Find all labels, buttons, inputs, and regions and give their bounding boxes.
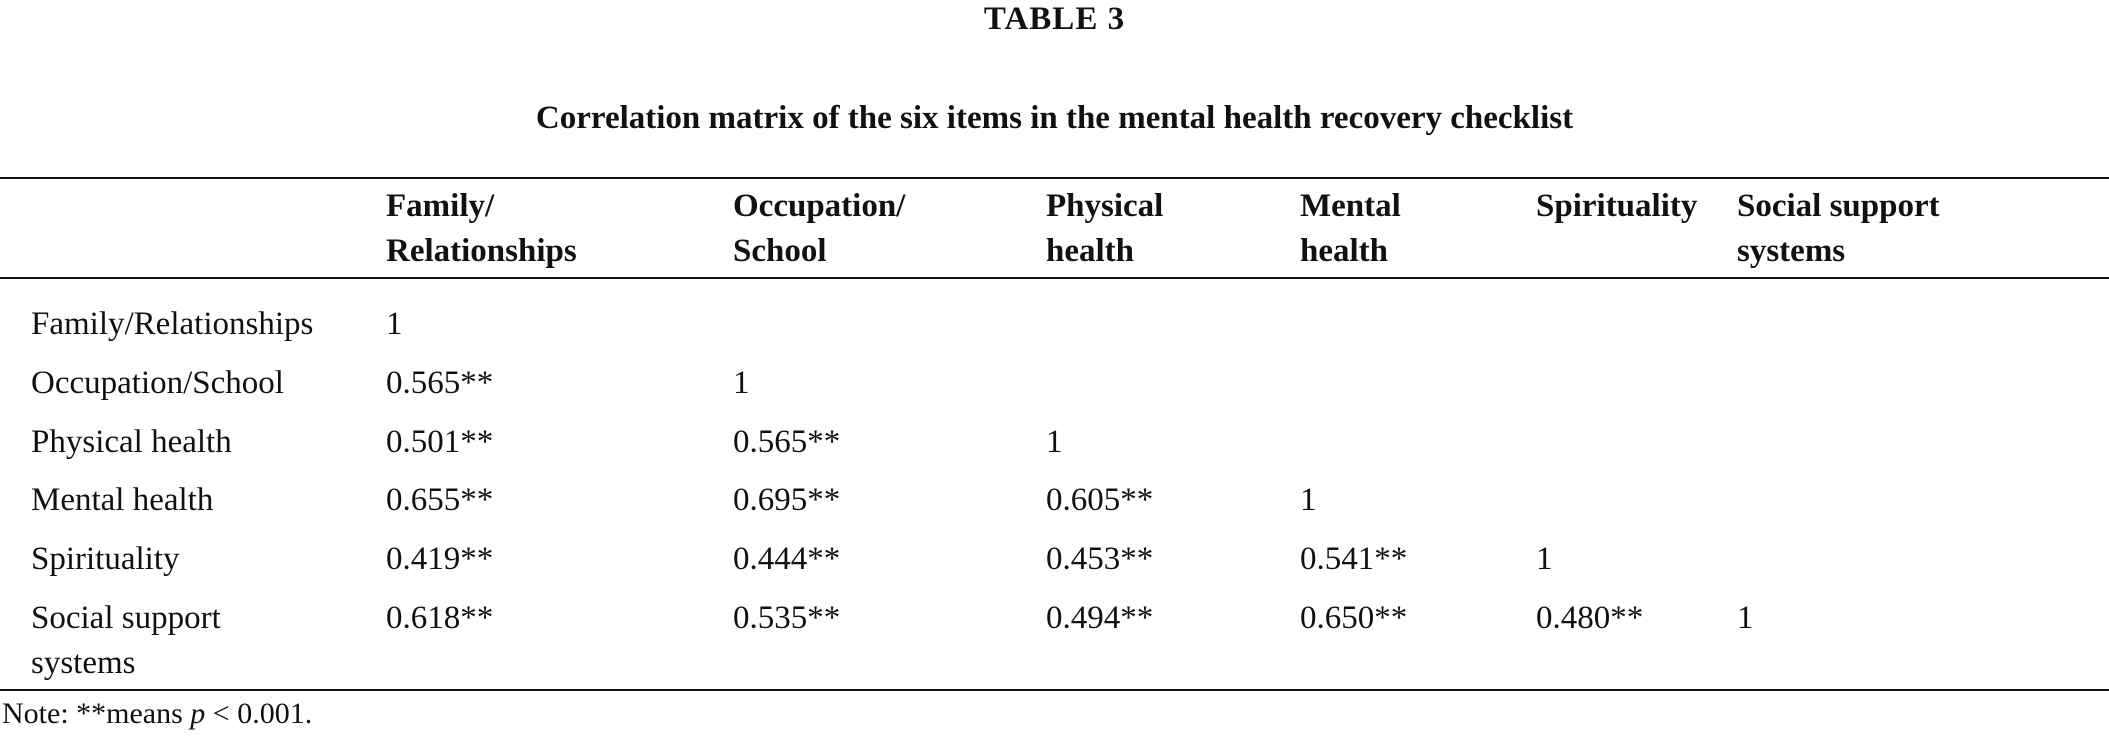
table-row — [0, 596, 2109, 686]
table-cell: 0.494** — [1046, 600, 1154, 636]
table-cell: 1 — [386, 306, 403, 342]
table-cell: 1 — [1737, 600, 1754, 636]
row-label: Physical health — [31, 424, 232, 460]
table-cell: 1 — [1046, 424, 1063, 460]
column-header-mental-health — [1300, 184, 1401, 274]
header-rule — [0, 277, 2109, 279]
column-header-line2: systems — [1737, 233, 1846, 269]
column-header-line1: Physical — [1046, 188, 1164, 224]
table-note — [2, 694, 312, 734]
row-label — [31, 596, 221, 686]
column-header-spirituality — [1536, 184, 1697, 229]
column-header-line2: health — [1300, 233, 1389, 269]
table-cell: 0.565** — [733, 424, 841, 460]
column-header-family-relationships — [386, 184, 577, 274]
table-cell: 0.419** — [386, 541, 494, 577]
table-cell: 1 — [733, 365, 750, 401]
table-cell: 0.565** — [386, 365, 494, 401]
row-label: Family/Relationships — [31, 306, 314, 342]
row-label: Mental health — [31, 482, 214, 518]
row-label: Spirituality — [31, 541, 180, 577]
column-header-social-support-systems — [1737, 184, 1940, 274]
table-row — [0, 478, 2109, 537]
column-header-line2: School — [733, 233, 827, 269]
table-cell: 0.650** — [1300, 600, 1408, 636]
table-cell: 0.655** — [386, 482, 494, 518]
table-cell: 0.444** — [733, 541, 841, 577]
table-caption: Correlation matrix of the six items in the mental health recovery checklist — [535, 100, 1574, 136]
column-header-line1: Spirituality — [1536, 188, 1698, 224]
table-cell: 0.535** — [733, 600, 841, 636]
column-header-line1: Family/ — [386, 188, 495, 224]
table-row — [0, 361, 2109, 420]
row-label: Occupation/School — [31, 365, 284, 401]
table-cell: 0.453** — [1046, 541, 1154, 577]
row-label-line1: Social support — [31, 600, 221, 636]
table-label: TABLE 3 — [983, 1, 1126, 37]
table-cell: 0.605** — [1046, 482, 1154, 518]
table-row — [0, 420, 2109, 479]
column-header-physical-health — [1046, 184, 1163, 274]
table-cell: 0.480** — [1536, 600, 1644, 636]
table-cell: 0.618** — [386, 600, 494, 636]
table-cell: 0.541** — [1300, 541, 1408, 577]
table-cell: 1 — [1300, 482, 1317, 518]
table-cell: 1 — [1536, 541, 1553, 577]
column-header-line1: Social support — [1737, 188, 1940, 224]
column-header-line2: health — [1046, 233, 1135, 269]
table-cell: 0.501** — [386, 424, 494, 460]
column-header-line1: Mental — [1300, 188, 1401, 224]
column-header-line2: Relationships — [386, 233, 577, 269]
bottom-rule — [0, 689, 2109, 691]
note-prefix: Note: **means — [2, 697, 191, 730]
column-header-occupation-school — [733, 184, 905, 274]
row-label-line2: systems — [31, 645, 136, 681]
note-p-symbol: p — [190, 697, 206, 730]
table-cell: 0.695** — [733, 482, 841, 518]
table-row — [0, 537, 2109, 596]
column-header-line1: Occupation/ — [733, 188, 906, 224]
top-rule — [0, 177, 2109, 179]
table-row — [0, 302, 2109, 361]
note-suffix: < 0.001. — [205, 697, 313, 730]
